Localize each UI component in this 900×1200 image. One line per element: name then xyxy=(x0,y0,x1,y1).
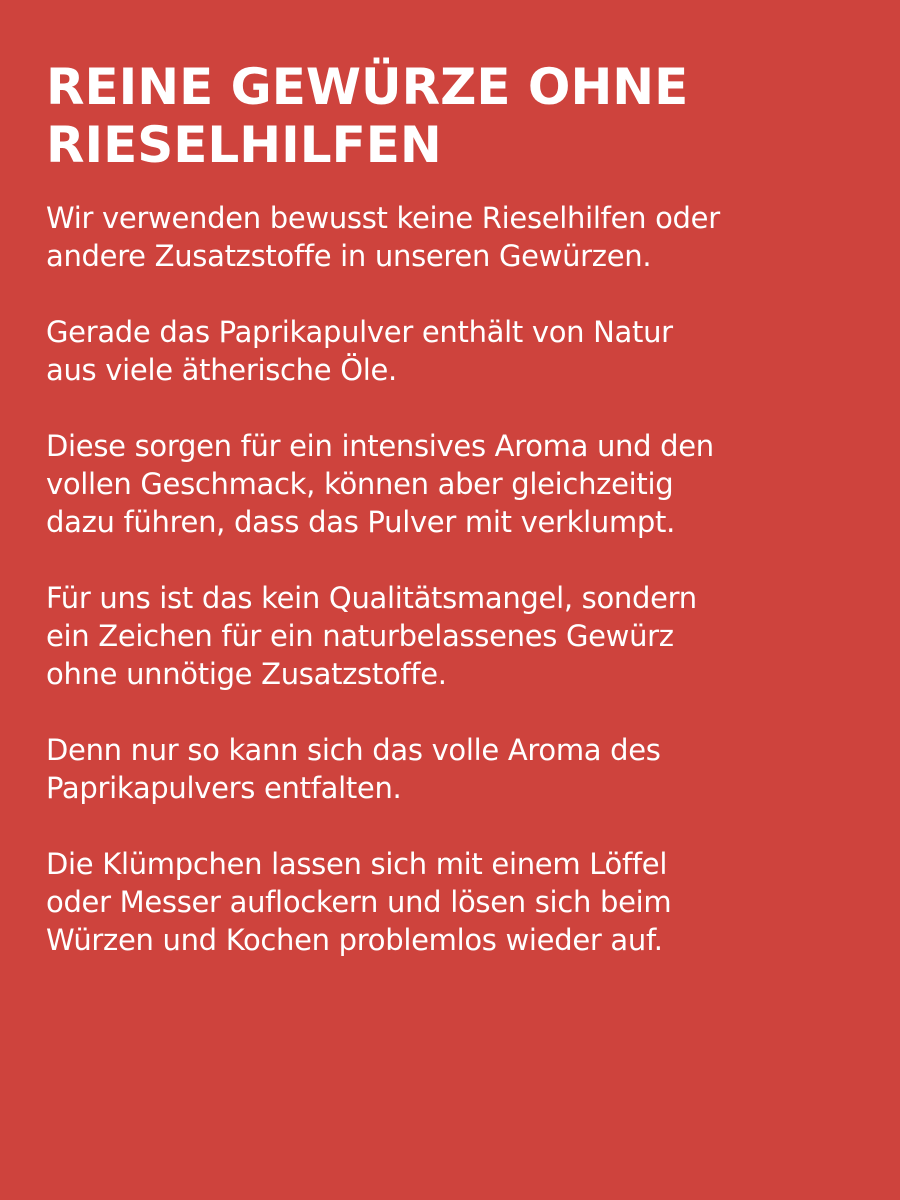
headline: REINE GEWÜRZE OHNE RIESELHILFEN xyxy=(46,58,689,174)
paragraph-essential-oils: Gerade das Paprikapulver enthält von Natur aus viele ätherische Öle. xyxy=(46,315,673,387)
paragraph-quality-sign: Für uns ist das kein Qualitätsmangel, sondern ein Zeichen für ein naturbelassenes Gewürz ohne unnötige Zusatzstoffe. xyxy=(46,581,697,691)
paragraph-aroma-clumping: Diese sorgen für ein intensives Aroma und den vollen Geschmack, können aber gleichzeitig dazu führen, dass das Pulver mit verklumpt. xyxy=(46,429,714,539)
paragraph-no-additives: Wir verwenden bewusst keine Rieselhilfen oder andere Zusatzstoffe in unseren Gewürzen. xyxy=(46,201,720,273)
body-text xyxy=(46,199,860,959)
paragraph-loosen-clumps: Die Klümpchen lassen sich mit einem Löffel oder Messer auflockern und lösen sich beim Würzen und Kochen problemlos wieder auf. xyxy=(46,847,672,957)
paragraph-full-aroma: Denn nur so kann sich das volle Aroma des Paprikapulvers entfalten. xyxy=(46,733,661,805)
